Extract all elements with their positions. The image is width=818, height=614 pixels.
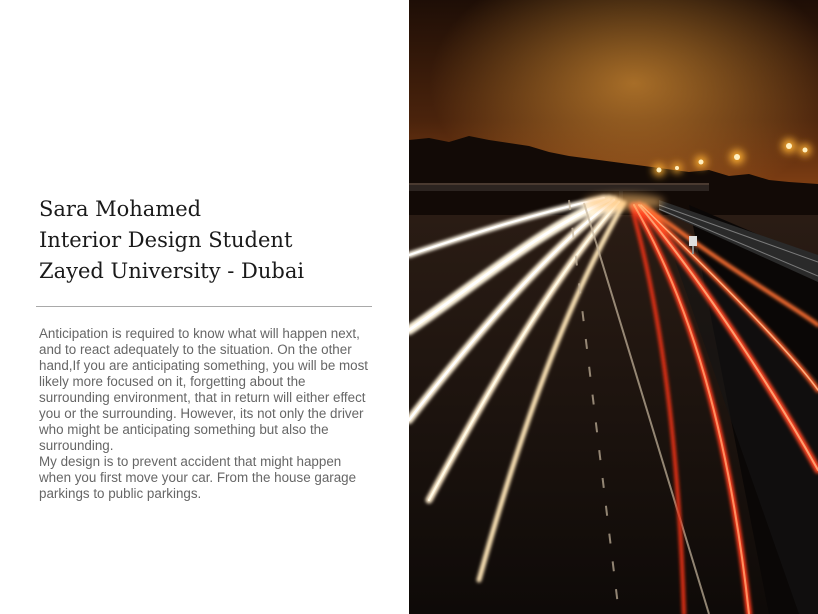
author-role: Interior Design Student xyxy=(39,228,293,252)
highway-photo-illustration xyxy=(409,0,818,614)
author-institution: Zayed University - Dubai xyxy=(39,259,305,283)
author-heading xyxy=(39,194,399,287)
divider xyxy=(36,306,372,307)
description-paragraph-1: Anticipation is required to know what will happen next, and to react adequately to the situation. On the other hand,If you are anticipating something, you will be most likely more focused on it, forgetting about the surrounding environment, that in return will either effect you or the surrounding. However, its not only the driver who might be anticipating something but also the surrounding. xyxy=(39,326,368,453)
description-paragraph-2: My design is to prevent accident that might happen when you first move your car. From the house garage parkings to public parkings. xyxy=(39,454,357,501)
description xyxy=(39,326,374,502)
highway-night-photo xyxy=(409,0,818,614)
author-name: Sara Mohamed xyxy=(39,197,202,221)
